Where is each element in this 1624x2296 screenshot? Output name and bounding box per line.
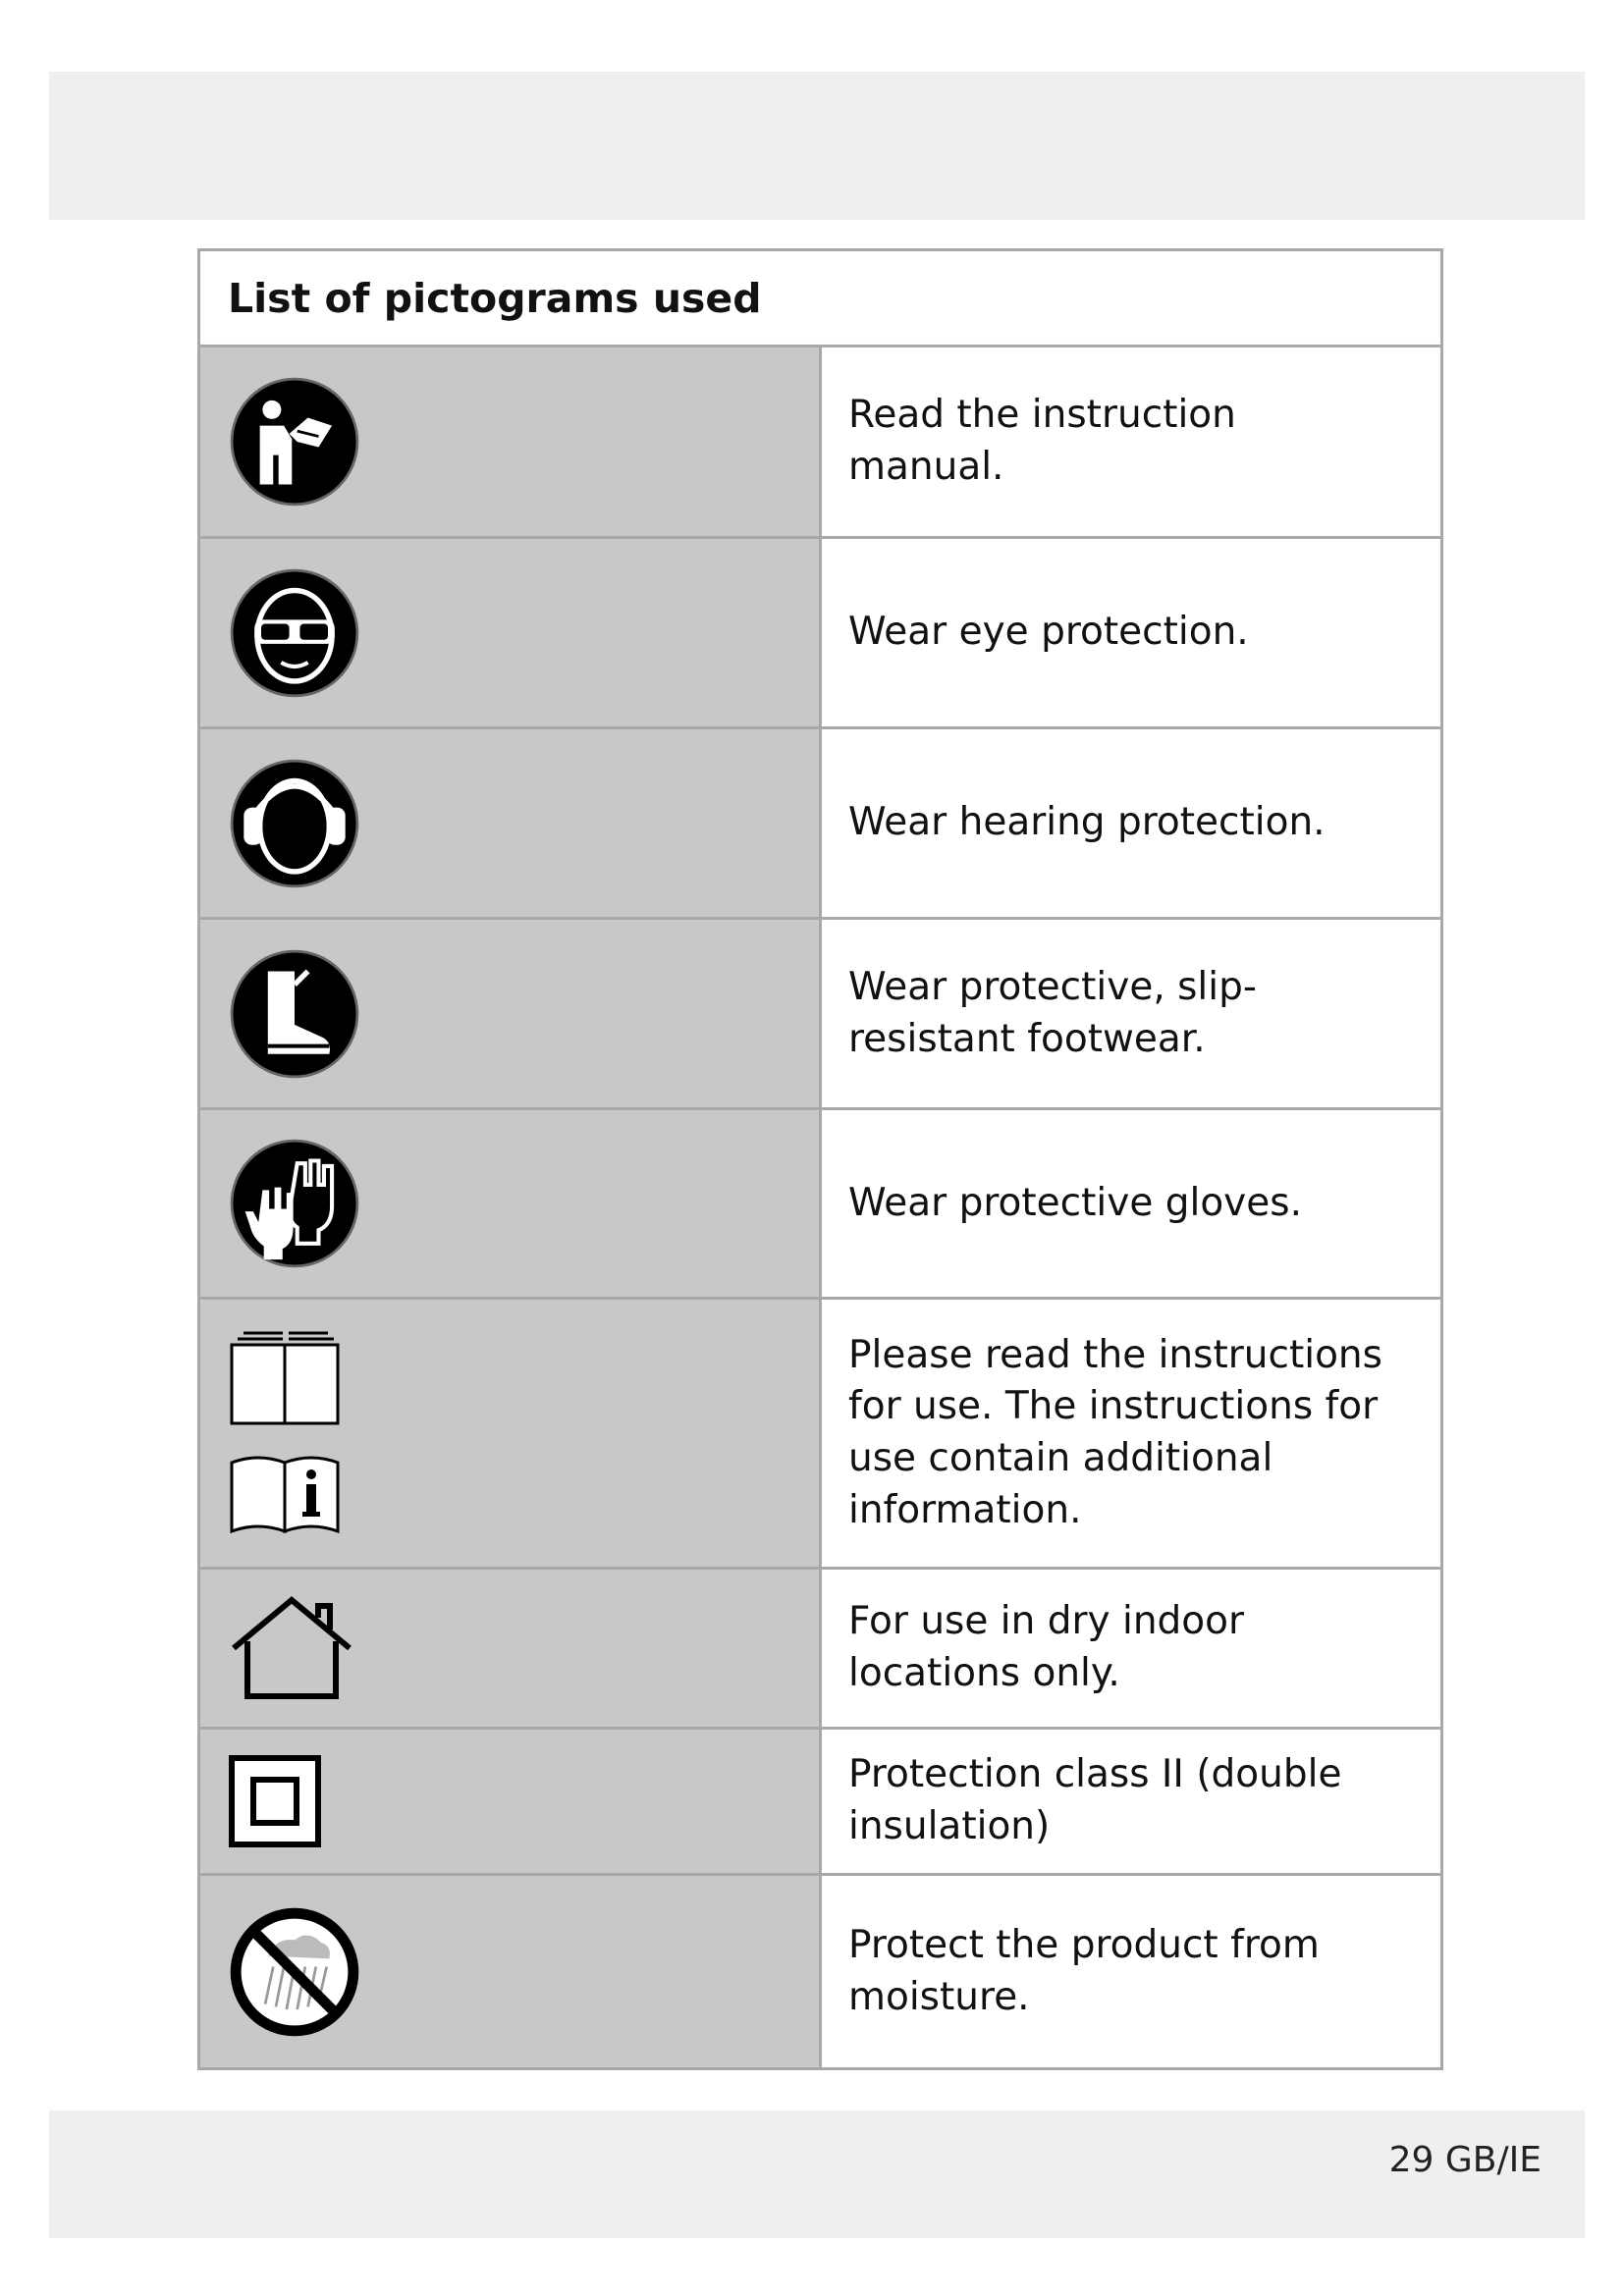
pictogram-description: Wear hearing protection. <box>821 728 1442 919</box>
table-row <box>199 728 1442 919</box>
pictogram-description: Please read the instructions for use. The instructions for use contain additional information. <box>821 1299 1442 1569</box>
header-band <box>49 72 1585 220</box>
indoor-house-icon <box>228 1594 355 1702</box>
hearing-protection-icon <box>228 757 361 890</box>
gloves-icon <box>228 1137 361 1270</box>
icon-cell <box>199 1299 821 1569</box>
pictogram-description: For use in dry indoor locations only. <box>821 1569 1442 1729</box>
icon-cell <box>199 347 821 538</box>
icon-cell <box>199 919 821 1109</box>
table-row <box>199 1109 1442 1299</box>
table-title: List of pictograms used <box>199 250 1442 347</box>
instructions-info-icon <box>228 1325 346 1541</box>
icon-cell <box>199 1875 821 2069</box>
eye-protection-icon <box>228 566 361 700</box>
pictogram-description: Wear protective, slip-resistant footwear. <box>821 919 1442 1109</box>
footwear-icon <box>228 947 361 1081</box>
icon-cell <box>199 1109 821 1299</box>
table-title-row <box>199 250 1442 347</box>
table-row <box>199 919 1442 1109</box>
table-row <box>199 347 1442 538</box>
icon-cell <box>199 1569 821 1729</box>
icon-cell <box>199 728 821 919</box>
table-row <box>199 538 1442 728</box>
icon-cell <box>199 1729 821 1875</box>
pictogram-description: Wear eye protection. <box>821 538 1442 728</box>
table-row <box>199 1875 1442 2069</box>
icon-cell <box>199 538 821 728</box>
page-number: 29 GB/IE <box>1388 2140 1542 2180</box>
protection-class-ii-icon <box>228 1754 322 1848</box>
table-row <box>199 1729 1442 1875</box>
no-moisture-icon <box>228 1905 361 2039</box>
read-manual-icon <box>228 375 361 508</box>
pictogram-description: Protection class II (double insulation) <box>821 1729 1442 1875</box>
pictogram-table <box>197 248 1443 2070</box>
table-row <box>199 1299 1442 1569</box>
footer-band <box>49 2110 1585 2238</box>
pictogram-description: Read the instruction manual. <box>821 347 1442 538</box>
table-row <box>199 1569 1442 1729</box>
pictogram-description: Wear protective gloves. <box>821 1109 1442 1299</box>
pictogram-description: Protect the product from moisture. <box>821 1875 1442 2069</box>
